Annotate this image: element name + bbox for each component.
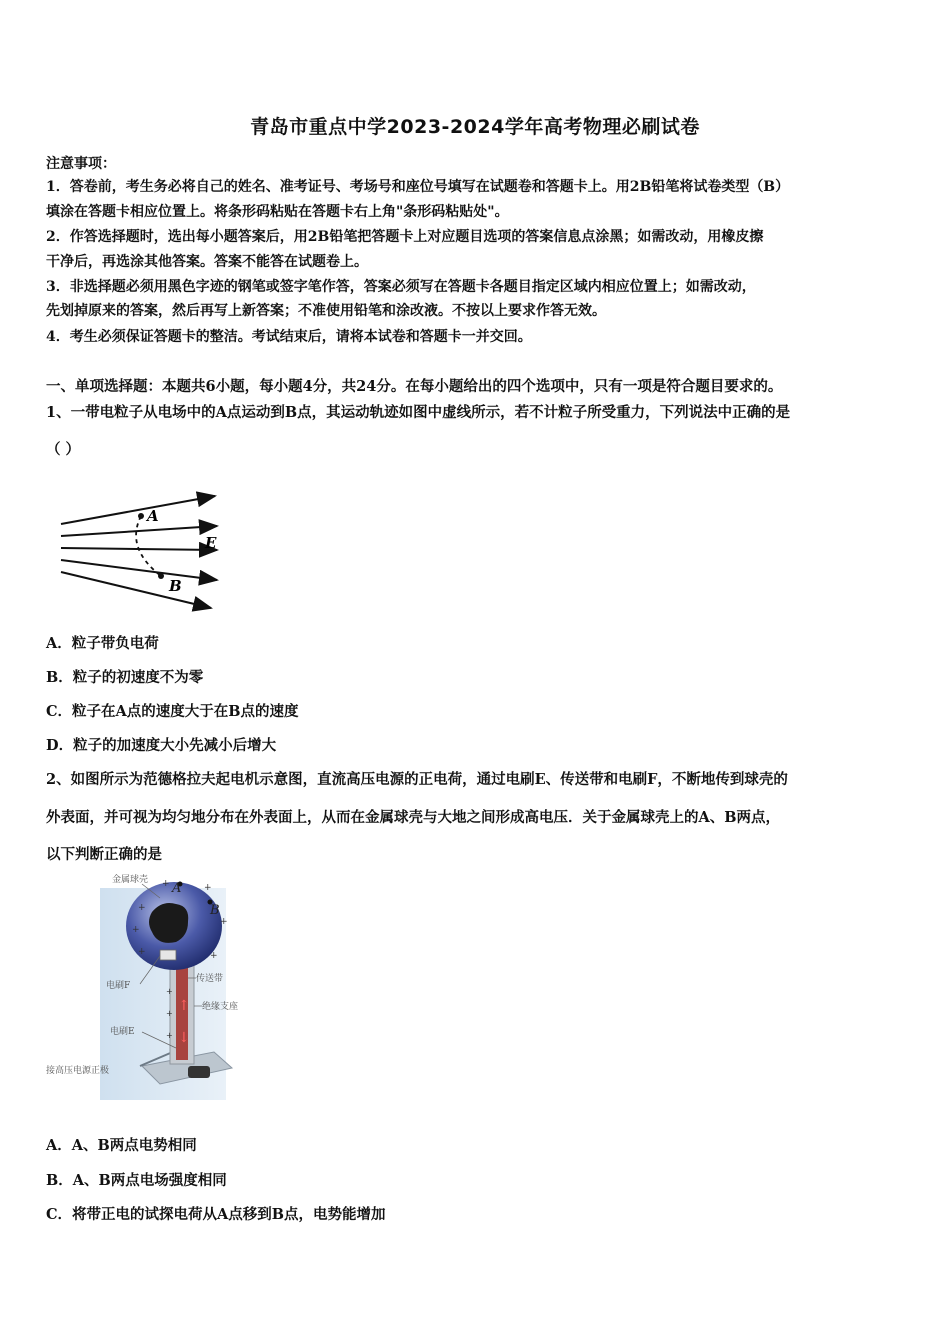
label-b: B xyxy=(169,577,182,595)
notice-line: 2．作答选择题时，选出每小题答案后，用2B铅笔把答题卡上对应题目选项的答案信息点涂黑；如需改动，用橡皮擦 xyxy=(46,229,764,245)
belt-arrow-down-icon: ↓ xyxy=(178,1030,190,1046)
notice-line: 先划掉原来的答案，然后再写上新答案；不准使用铅笔和涂改液。不按以上要求作答无效。 xyxy=(46,303,606,319)
label-b: B xyxy=(210,903,220,918)
notice-line: 填涂在答题卡相应位置上。将条形码粘贴在答题卡右上角"条形码粘贴处"。 xyxy=(46,204,509,220)
q1-field-figure xyxy=(55,488,230,616)
field-line xyxy=(61,496,215,524)
label-e: E xyxy=(205,534,217,552)
belt-charge-plus-icon: + xyxy=(166,1031,173,1040)
q2-option-a: A．A、B两点电势相同 xyxy=(46,1137,197,1154)
terminal xyxy=(188,1066,210,1078)
label-shell: 金属球壳 xyxy=(112,875,149,885)
q1-option-c: C．粒子在A点的速度大于在B点的速度 xyxy=(46,703,299,720)
q2-stem: 以下判断正确的是 xyxy=(46,846,162,863)
point-a xyxy=(138,513,144,519)
point-b xyxy=(158,573,164,579)
charge-plus-icon: + xyxy=(138,947,146,957)
charge-plus-icon: + xyxy=(138,903,146,913)
q1-option-d: D．粒子的加速度大小先减小后增大 xyxy=(46,737,277,754)
label-source: 接高压电源正极 xyxy=(46,1066,110,1076)
q2-stem: 2、如图所示为范德格拉夫起电机示意图，直流高压电源的正电荷，通过电刷E、传送带和电刷F，不断地传到球壳的 xyxy=(46,771,788,788)
page-title: 青岛市重点中学2023-2024学年高考物理必刷试卷 xyxy=(250,116,700,138)
q2-option-c: C．将带正电的试探电荷从A点移到B点，电势能增加 xyxy=(46,1206,386,1223)
charge-plus-icon: + xyxy=(162,879,170,889)
charge-plus-icon: + xyxy=(132,925,140,935)
label-a: A xyxy=(172,881,182,896)
belt-charge-plus-icon: + xyxy=(166,1009,173,1018)
q2-generator-figure xyxy=(42,870,242,1102)
q1-stem-bracket: （ ） xyxy=(46,441,81,458)
q2-option-b: B．A、B两点电场强度相同 xyxy=(46,1172,227,1189)
belt-charge-plus-icon: + xyxy=(166,987,173,996)
section-heading: 一、单项选择题：本题共6小题，每小题4分，共24分。在每小题给出的四个选项中，只有一项是符合题目要求的。 xyxy=(46,378,783,395)
q1-stem: 1、一带电粒子从电场中的A点运动到B点，其运动轨迹如图中虚线所示，若不计粒子所受重力，下列说法中正确的是 xyxy=(46,404,791,421)
label-belt: 传送带 xyxy=(196,974,224,984)
belt-arrow-up-icon: ↑ xyxy=(178,998,190,1014)
q1-option-a: A．粒子带负电荷 xyxy=(46,635,159,652)
field-line xyxy=(61,572,211,608)
trajectory xyxy=(136,516,161,576)
notice-heading: 注意事项： xyxy=(46,156,116,172)
notice-line: 1．答卷前，考生务必将自己的姓名、准考证号、考场号和座位号填写在试题卷和答题卡上。用2B铅笔将试卷类型（B） xyxy=(46,179,790,195)
q1-option-b: B．粒子的初速度不为零 xyxy=(46,669,204,686)
label-brush-e: 电刷E xyxy=(110,1027,135,1037)
charge-plus-icon: + xyxy=(204,883,212,893)
label-brush-f: 电刷F xyxy=(106,981,131,991)
charge-plus-icon: + xyxy=(220,917,228,927)
notice-line: 3．非选择题必须用黑色字迹的钢笔或签字笔作答，答案必须写在答题卡各题目指定区域内相应位置上；如需改动， xyxy=(46,279,756,295)
brush-f-holder xyxy=(160,950,176,960)
label-a: A xyxy=(147,507,159,525)
field-line xyxy=(61,526,217,536)
label-support: 绝缘支座 xyxy=(202,1002,239,1012)
q2-stem: 外表面，并可视为均匀地分布在外表面上，从而在金属球壳与大地之间形成高电压．关于金属球壳上的A、B两点， xyxy=(46,809,781,826)
charge-plus-icon: + xyxy=(210,951,218,961)
notice-line: 干净后，再选涂其他答案。答案不能答在试题卷上。 xyxy=(46,254,368,270)
notice-line: 4．考生必须保证答题卡的整洁。考试结束后，请将本试卷和答题卡一并交回。 xyxy=(46,329,532,345)
